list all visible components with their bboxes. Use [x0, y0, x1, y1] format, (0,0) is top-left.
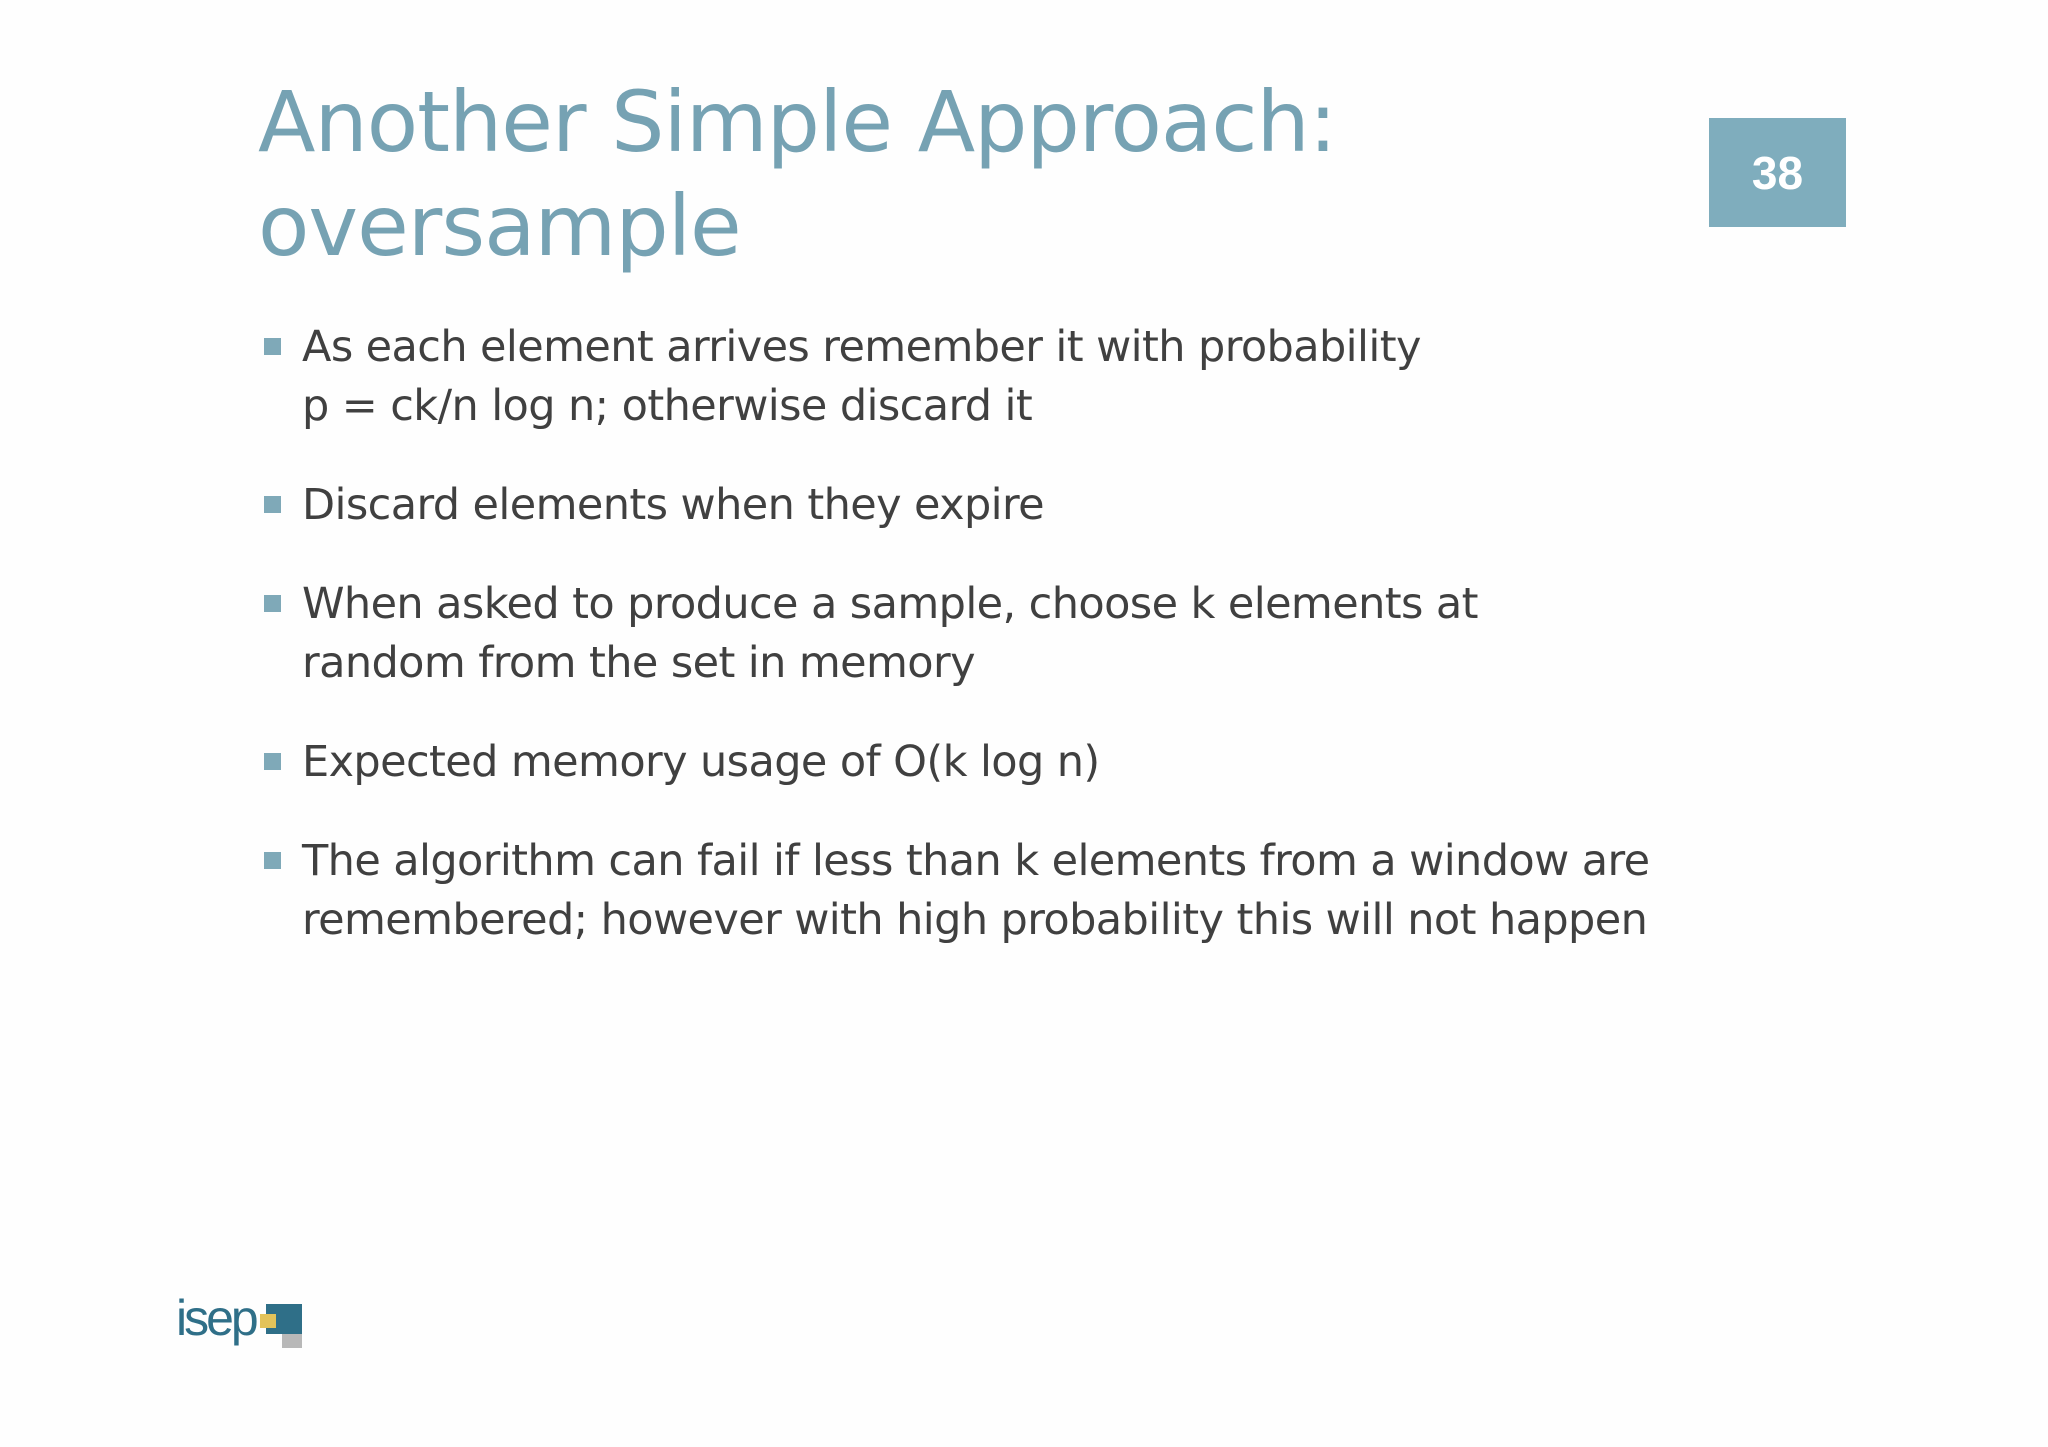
slide-title	[258, 70, 1638, 278]
bullet-line: remembered; however with high probability this will not happen	[302, 895, 1648, 945]
bullet-line: The algorithm can fail if less than k elements from a window are	[302, 836, 1650, 886]
logo-text: isep	[176, 1290, 256, 1346]
page-number-badge	[1709, 118, 1846, 227]
bullet-line: Discard elements when they expire	[302, 480, 1044, 530]
bullet-square-icon	[264, 595, 281, 612]
bullet-item	[262, 476, 1822, 535]
bullet-item	[262, 832, 1822, 950]
bullet-list	[262, 318, 1822, 990]
bullet-item	[262, 318, 1822, 436]
isep-logo	[176, 1290, 311, 1356]
bullet-square-icon	[264, 852, 281, 869]
bullet-item	[262, 575, 1822, 693]
bullet-line: When asked to produce a sample, choose k elements at	[302, 579, 1478, 629]
bullet-line: p = ck/n log n; otherwise discard it	[302, 381, 1033, 431]
slide-title-line-2: oversample	[258, 177, 741, 275]
bullet-square-icon	[264, 753, 281, 770]
bullet-square-icon	[264, 496, 281, 513]
logo-yellow-square	[260, 1314, 276, 1328]
slide-title-line-1: Another Simple Approach:	[258, 73, 1337, 171]
bullet-line: As each element arrives remember it with probability	[302, 322, 1421, 372]
page-number: 38	[1751, 146, 1804, 199]
bullet-square-icon	[264, 338, 281, 355]
isep-logo-squares-icon	[260, 1304, 308, 1352]
bullet-item	[262, 733, 1822, 792]
bullet-line: Expected memory usage of O(k log n)	[302, 737, 1100, 787]
bullet-line: random from the set in memory	[302, 638, 975, 688]
